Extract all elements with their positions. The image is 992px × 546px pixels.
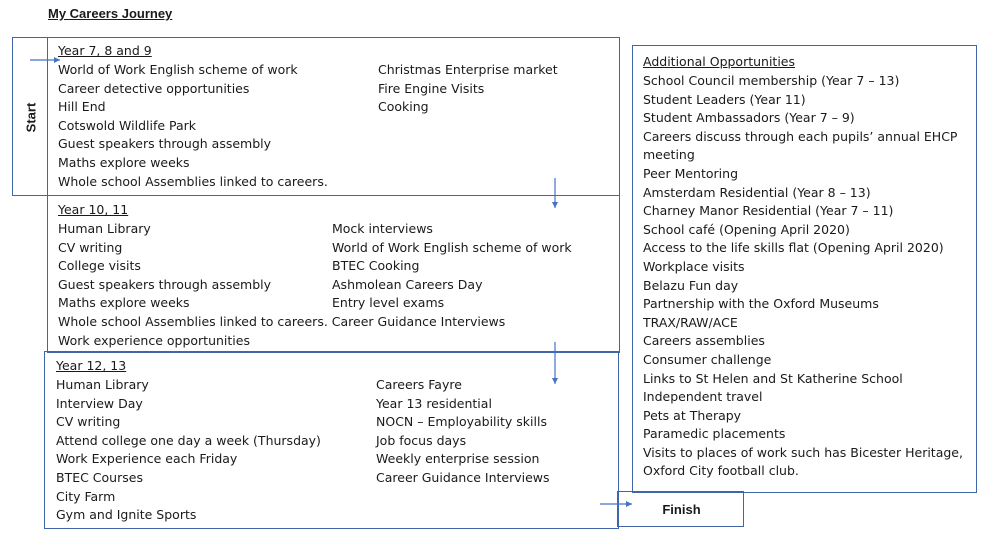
page-title: My Careers Journey [48, 6, 173, 21]
list-item: Charney Manor Residential (Year 7 – 11) [643, 203, 894, 219]
list-item: Work Experience each Friday [56, 451, 238, 467]
list-item: Year 13 residential [376, 395, 492, 411]
list-item: Weekly enterprise session [376, 451, 540, 467]
list-item: Links to St Helen and St Katherine School [643, 370, 903, 386]
list-item: Student Leaders (Year 11) [643, 91, 806, 107]
list-item: Student Ambassadors (Year 7 – 9) [643, 110, 855, 126]
list-item: Careers assemblies [643, 333, 765, 349]
list-item: CV writing [56, 414, 121, 430]
year-7-9-right-list [378, 61, 558, 117]
list-item: Maths explore weeks [58, 154, 190, 170]
list-item: Belazu Fun day [643, 277, 739, 293]
list-item: Career detective opportunities [58, 80, 250, 96]
list-item: Peer Mentoring [643, 165, 739, 181]
list-item: meeting [643, 147, 695, 163]
year-12-13-left-list [56, 376, 321, 525]
finish-label: Finish [662, 501, 701, 517]
list-item: NOCN – Employability skills [376, 414, 547, 430]
list-item: World of Work English scheme of work [332, 239, 572, 255]
list-item: Mock interviews [332, 221, 433, 236]
list-item: Human Library [56, 377, 149, 392]
list-item: Workplace visits [643, 258, 745, 274]
list-item: Interview Day [56, 395, 143, 411]
list-item: Pets at Therapy [643, 407, 742, 423]
list-item: Amsterdam Residential (Year 8 – 13) [643, 184, 871, 200]
list-item: Careers Fayre [376, 377, 462, 392]
list-item: Access to the life skills flat (Opening April 2020) [643, 240, 944, 256]
list-item: BTEC Cooking [332, 258, 420, 274]
list-item: Hill End [58, 99, 106, 115]
list-item: City Farm [56, 488, 116, 504]
list-item: Job focus days [376, 432, 467, 448]
list-item: Work experience opportunities [58, 332, 250, 348]
list-item: Careers discuss through each pupils’ annual EHCP [643, 128, 958, 144]
list-item: Ashmolean Careers Day [332, 276, 483, 292]
additional-opportunities-list [643, 72, 963, 481]
list-item: Oxford City football club. [643, 463, 799, 479]
list-item: BTEC Courses [56, 469, 143, 485]
additional-opportunities-heading: Additional Opportunities [643, 54, 796, 69]
list-item: Consumer challenge [643, 351, 772, 367]
list-item: Whole school Assemblies linked to careers. [58, 173, 328, 189]
list-item: Cotswold Wildlife Park [58, 117, 197, 133]
list-item: Attend college one day a week (Thursday) [56, 432, 321, 448]
year-12-13-heading: Year 12, 13 [56, 358, 127, 373]
list-item: Career Guidance Interviews [376, 469, 550, 485]
year-7-9-heading: Year 7, 8 and 9 [58, 43, 152, 58]
list-item: Whole school Assemblies linked to careers. Career Guidance Interviews [58, 313, 506, 329]
list-item: CV writing [58, 239, 123, 255]
list-item: World of Work English scheme of work [58, 62, 298, 77]
list-item: Guest speakers through assembly [58, 136, 272, 152]
list-item: Gym and Ignite Sports [56, 507, 197, 523]
year-12-13-right-list [376, 376, 550, 488]
start-label: Start [23, 102, 39, 133]
list-item: Entry level exams [332, 295, 445, 311]
list-item: Fire Engine Visits [378, 80, 485, 96]
finish-box [617, 491, 744, 527]
list-item: Partnership with the Oxford Museums [643, 296, 879, 312]
list-item: College visits [58, 258, 141, 274]
list-item: School Council membership (Year 7 – 13) [643, 73, 900, 88]
list-item: Guest speakers through assembly [58, 276, 272, 292]
list-item: School café (Opening April 2020) [643, 221, 850, 237]
list-item: Maths explore weeks [58, 295, 190, 311]
year-10-11-heading: Year 10, 11 [58, 202, 129, 217]
list-item: Visits to places of work such has Bicester Heritage, [643, 444, 963, 460]
list-item: TRAX/RAW/ACE [643, 314, 738, 330]
list-item: Independent travel [643, 389, 763, 405]
list-item: Cooking [378, 99, 429, 115]
list-item: Christmas Enterprise market [378, 62, 558, 77]
list-item: Paramedic placements [643, 426, 786, 442]
start-box [12, 37, 48, 196]
list-item: Human Library [58, 221, 151, 236]
year-10-11-right-list [332, 220, 572, 313]
year-7-9-left-list [58, 61, 328, 191]
